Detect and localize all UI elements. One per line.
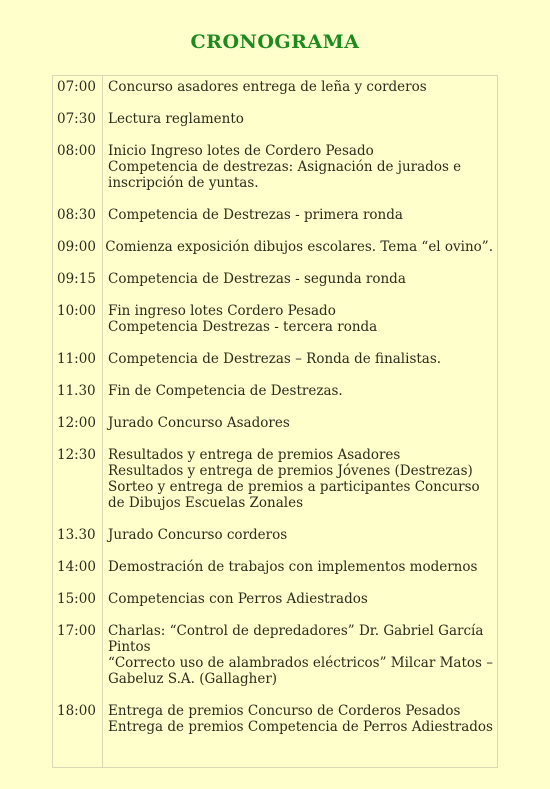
schedule-row bbox=[53, 207, 497, 223]
schedule-time: 13.30 bbox=[57, 527, 96, 543]
schedule-row bbox=[53, 527, 497, 543]
schedule-event-line: Competencia de destrezas: Asignación de jurados e bbox=[108, 159, 462, 175]
schedule-time: 12:30 bbox=[57, 447, 96, 463]
schedule-row bbox=[53, 591, 497, 607]
schedule-event-line: Gabeluz S.A. (Gallagher) bbox=[107, 671, 278, 687]
schedule-time: 08:30 bbox=[57, 207, 96, 223]
schedule-event-line: Jurado Concurso corderos bbox=[108, 527, 288, 543]
schedule-time: 17:00 bbox=[57, 623, 96, 639]
schedule-row bbox=[53, 111, 497, 127]
schedule-time: 14:00 bbox=[57, 559, 96, 575]
schedule-event-line: inscripción de yuntas. bbox=[108, 175, 259, 191]
schedule-event-line: Competencias con Perros Adiestrados bbox=[108, 591, 368, 607]
schedule-time: 11.30 bbox=[57, 383, 96, 399]
schedule-event-line: Concurso asadores entrega de leña y corderos bbox=[108, 79, 427, 95]
schedule-row bbox=[53, 239, 497, 255]
schedule-time: 09:00 bbox=[57, 239, 96, 255]
schedule-events bbox=[102, 703, 497, 735]
schedule-events bbox=[102, 559, 497, 575]
schedule-event-line: Entrega de premios Competencia de Perros Adiestrados bbox=[108, 719, 493, 735]
schedule-event-line: Jurado Concurso Asadores bbox=[108, 415, 290, 431]
schedule-events bbox=[102, 143, 497, 191]
schedule-time: 07:30 bbox=[57, 111, 96, 127]
schedule-events bbox=[102, 351, 497, 367]
schedule-event-line: “Correcto uso de alambrados eléctricos” Milcar Matos – bbox=[107, 655, 493, 671]
schedule-time: 09:15 bbox=[57, 271, 96, 287]
schedule-events bbox=[102, 383, 497, 399]
schedule-row bbox=[53, 143, 497, 191]
page-title: CRONOGRAMA bbox=[190, 31, 360, 53]
schedule-table bbox=[52, 75, 498, 768]
schedule-events bbox=[102, 303, 497, 335]
schedule-events bbox=[99, 239, 497, 255]
schedule-event-line: Fin ingreso lotes Cordero Pesado bbox=[108, 303, 336, 319]
schedule-row bbox=[53, 623, 497, 687]
schedule-event-line: Entrega de premios Concurso de Corderos Pesados bbox=[108, 703, 461, 719]
schedule-rows bbox=[53, 79, 497, 751]
schedule-time: 12:00 bbox=[57, 415, 96, 431]
schedule-events bbox=[102, 447, 497, 511]
schedule-event-line: Charlas: “Control de depredadores” Dr. Gabriel García bbox=[107, 623, 484, 639]
schedule-event-line: Fin de Competencia de Destrezas. bbox=[108, 383, 343, 399]
schedule-event-line: Competencia de Destrezas - primera ronda bbox=[108, 207, 403, 223]
schedule-time: 08:00 bbox=[57, 143, 96, 159]
schedule-events bbox=[102, 591, 497, 607]
schedule-event-line: Inicio Ingreso lotes de Cordero Pesado bbox=[108, 143, 374, 159]
schedule-row bbox=[53, 415, 497, 431]
schedule-row bbox=[53, 703, 497, 735]
schedule-event-line: Demostración de trabajos con implementos modernos bbox=[108, 559, 478, 575]
schedule-time: 18:00 bbox=[57, 703, 96, 719]
schedule-time: 07:00 bbox=[57, 79, 96, 95]
schedule-events bbox=[102, 207, 497, 223]
schedule-row bbox=[53, 303, 497, 335]
schedule-time: 15:00 bbox=[57, 591, 96, 607]
schedule-row bbox=[53, 271, 497, 287]
schedule-events bbox=[102, 527, 497, 543]
schedule-event-line: Lectura reglamento bbox=[108, 111, 244, 127]
schedule-events bbox=[102, 111, 497, 127]
schedule-event-line: Resultados y entrega de premios Jóvenes (Destrezas) bbox=[108, 463, 473, 479]
schedule-event-line: de Dibujos Escuelas Zonales bbox=[108, 495, 304, 511]
schedule-events bbox=[102, 79, 497, 95]
schedule-event-line: Sorteo y entrega de premios a participantes Concurso bbox=[108, 479, 480, 495]
schedule-event-line: Resultados y entrega de premios Asadores bbox=[108, 447, 401, 463]
schedule-time: 11:00 bbox=[57, 351, 96, 367]
schedule-row bbox=[53, 559, 497, 575]
schedule-row bbox=[53, 79, 497, 95]
schedule-event-line: Competencia Destrezas - tercera ronda bbox=[108, 319, 378, 335]
schedule-event-line: Competencia de Destrezas – Ronda de finalistas. bbox=[108, 351, 442, 367]
schedule-row bbox=[53, 383, 497, 399]
schedule-row bbox=[53, 447, 497, 511]
schedule-time: 10:00 bbox=[57, 303, 96, 319]
schedule-event-line: Competencia de Destrezas - segunda ronda bbox=[108, 271, 406, 287]
schedule-events bbox=[102, 271, 497, 287]
schedule-row bbox=[53, 351, 497, 367]
schedule-event-line: Comienza exposición dibujos escolares. Tema “el ovino”. bbox=[105, 239, 493, 255]
schedule-events bbox=[102, 623, 497, 687]
schedule-events bbox=[102, 415, 497, 431]
schedule-event-line: Pintos bbox=[107, 639, 151, 655]
